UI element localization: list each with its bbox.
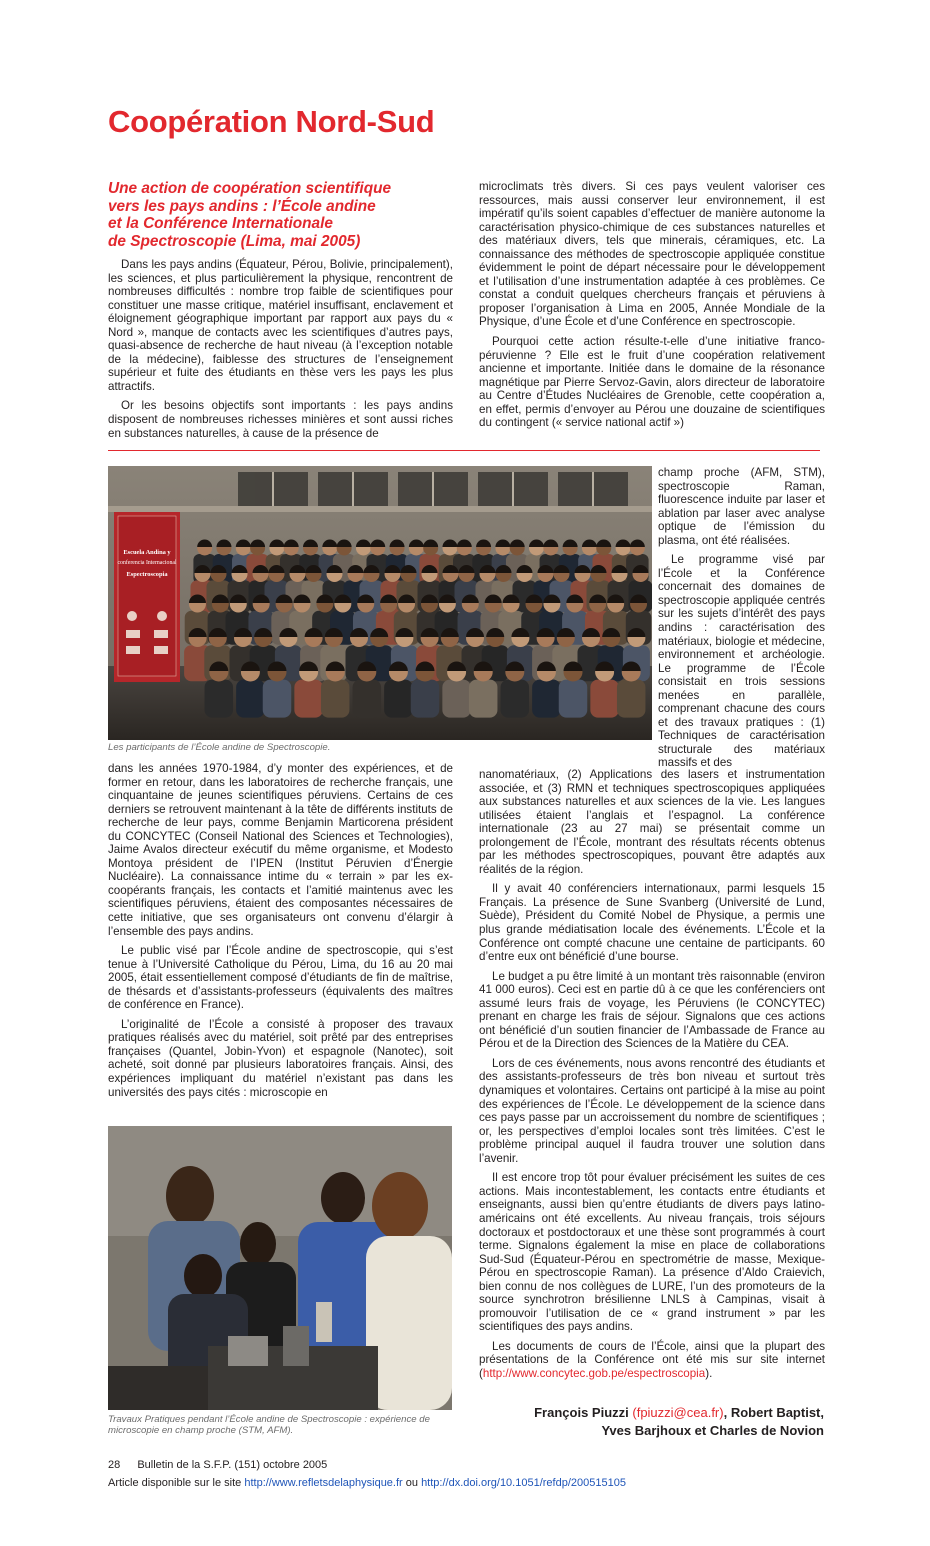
author-line: Yves Barjhoux et Charles de Novion <box>601 1423 824 1438</box>
subtitle-line: Une action de coopération scientifique <box>108 180 392 197</box>
page-number: 28 <box>108 1459 121 1471</box>
website-link[interactable]: http://www.concytec.gob.pe/espectroscopia <box>482 1366 706 1380</box>
column-intro <box>108 258 453 446</box>
doi-link[interactable]: http://dx.doi.org/10.1051/refdp/200515105 <box>421 1477 626 1489</box>
paragraph: Dans les pays andins (Équateur, Pérou, Bolivie, principalement), les sciences, et plus particulièrement la physique, rencontrent de nombreuses difficultés : nombre trop faible de scientifiques pour constituer une masse critique, matériel insuffisant, enclavement et éloignement géographique important par rapport aux pays du « Nord », manque de contacts avec les scientifiques d’autres pays, quasi-absence de recherche de haut niveau (à l’exception notable de la médecine), faiblesse des structures de l’enseignement supérieur et fuite des étudiants en thèse vers les pays les plus attractifs. <box>108 258 453 393</box>
author-name: François Piuzzi <box>534 1405 629 1420</box>
authors <box>534 1404 824 1440</box>
author-line <box>534 1404 824 1422</box>
lab-photo <box>108 1126 452 1410</box>
article-title: Coopération Nord-Sud <box>108 104 435 139</box>
author-email[interactable]: (fpiuzzi@cea.fr) <box>632 1405 724 1420</box>
paragraph <box>479 1340 825 1381</box>
paragraph: nanomatériaux, (2) Applications des lasers et instrumentation associée, et (3) RMN et techniques spectroscopiques appliquées aux substances naturelles et aux sciences de la vie. Les langues utilisées étaient l’anglais et l’espagnol. La conférence internationale (23 au 27 mai) se présentait comme un prolongement de l’École, montrant des résultats récents obtenus par les méthodes spectroscopiques, pouvant être adaptés aux réalités de la région. <box>479 768 825 876</box>
column-top-right <box>479 180 825 436</box>
paragraph: Pourquoi cette action résulte-t-elle d’une initiative franco-péruvienne ? Elle est le fruit d’une coopération relativement ancienne et importante. Initiée dans le domaine de la résonance magnétique par Pierre Servoz-Gavin, alors directeur de laboratoire au Centre d’Études Nucléaires de Grenoble, cette coopération a, en effet, permis d’envoyer au Pérou une douzaine de scientifiques du contingent (« service national actif ») <box>479 335 825 430</box>
section-divider <box>108 450 820 451</box>
paragraph: microclimats très divers. Si ces pays veulent valoriser ces ressources, mais aussi conserver leur environnement, il est impératif qu’ils soient capables d’effectuer de manière autonome la caractérisation physico-chimique de ces substances naturelles et des matériaux divers, tels que minerais, céramiques, etc. La connaissance des méthodes de spectroscopie appliquée constitue évidemment le point de départ nécessaire pour le développement et l’utilisation d’une instrumentation adaptée à ces problèmes. Ce constat a conduit quelques chercheurs français et péruviens à proposer l’organisation à Lima en 2005, Année Mondiale de la Physique, d’une École et d’une Conférence en spectroscopie. <box>479 180 825 329</box>
paragraph: Il y avait 40 conférenciers internationaux, parmi lesquels 15 Français. La présence de Sune Svanberg (Université de Lund, Suède), Président du Comité Nobel de Physique, a permis une plus grande médiatisation locale des événements. L’École et la Conférence ont compté chacune une centaine de participants. 60 d’entre eux ont bénéficié d’une bourse. <box>479 882 825 964</box>
journal-name: Bulletin de la S.F.P. (151) octobre 2005 <box>137 1459 328 1471</box>
group-photo <box>108 466 652 740</box>
paragraph: Lors de ces événements, nous avons rencontré des étudiants et des assistants-professeurs de très bon niveau et surtout très dynamiques et volontaires. Certains ont participé à la mise au point des expériences de l’École. Le développement de la science dans ces pays passe par un accroissement du nombre de scientifiques ; or, les perspectives d’emploi locales sont très limitées. C’est le problème principal auquel il faudra trouver une solution dans l’avenir. <box>479 1056 825 1165</box>
paragraph: Le programme visé par l’École et la Conférence concernait des domaines de spectroscopie appliquée centrés sur les sujets d’intérêt des pays andins : caractérisation des matériaux, biologie et médecine, environnement et archéologie. Le programme de l’École consistait en trois sessions menées en parallèle, comprenant chacune des cours et des travaux pratiques : (1) Techniques de caractérisation structurale des matériaux massifs et des <box>658 553 825 770</box>
photo-caption: Les participants de l’École andine de Spectroscopie. <box>108 742 331 753</box>
column-right-narrow <box>658 466 825 776</box>
paragraph: Il est encore trop tôt pour évaluer précisément les suites de ces actions. Mais incontestablement, les contacts entre étudiants et enseignants, aussi bien qu’entre étudiants de divers pays latino-américains ont été excellents. Au niveau français, trois séjours doctoraux et postdoctoraux et une thèse sont programmés à court terme. Signalons également la mise en place de collaborations Sud-Sud (Équateur-Pérou en spectrométrie de masse, Mexique-Pérou en spectroscopie Raman). La présence d’Aldo Craievich, bien connu de nos collègues de LURE, l’un des promoteurs de la source synchrotron brésilienne LNLS à Campinas, visait à promouvoir l’utilisation de ce « grand instrument » par les scientifiques des pays andins. <box>479 1171 825 1334</box>
paragraph: dans les années 1970-1984, d’y monter des expériences, et de former en retour, dans les laboratoires de recherche français, une cinquantaine de jeunes scientifiques péruviens. Certains de ces derniers se retrouvent maintenant à la tête de différents instituts de recherche de leur pays, comme Benjamin Marticorena président du CONCYTEC (Conseil National des Sciences et Technologies), Jaime Avalos directeur exécutif du même organisme, et Modesto Montoya président de l’IPEN (Institut Péruvien d’Énergie Nucléaire). La connaissance intime du « terrain » par les ex-coopérants français, les contacts et l’amitié maintenus avec les scientifiques péruviens, étaient des composantes nécessaires de cette initiative, que ses organisateurs ont convenu d’élargir à l’ensemble des pays andins. <box>108 762 453 938</box>
paragraph-end: ). <box>705 1366 713 1380</box>
paragraph: Le budget a pu être limité à un montant très raisonnable (environ 41 000 euros). Ceci est en partie dû à ce que les conférenciers ont assumé leurs frais de voyage, les Péruviens (le CONCYTEC) prenant en charge les frais de séjour. Signalons que ces actions ont bénéficié d’un soutien financier de l’Ambassade de France au Pérou et de la Direction des Sciences de la Matière du CEA. <box>479 969 825 1051</box>
paragraph: Le public visé par l’École andine de spectroscopie, qui s’est tenue à l’Université Catholique du Pérou, Lima, du 16 au 20 mai 2005, était essentiellement composé d’étudiants de fin de maîtrise, de thésards et d’assistants-professeurs (équivalents des maîtres de conférence en France). <box>108 944 453 1012</box>
subtitle-line: vers les pays andins : l’École andine <box>108 197 376 215</box>
column-bottom-right <box>479 768 825 1387</box>
site-link[interactable]: http://www.refletsdelaphysique.fr <box>244 1477 403 1489</box>
subtitle-line: et la Conférence Internationale <box>108 215 333 233</box>
subtitle-line: de Spectroscopie (Lima, mai 2005) <box>108 232 361 250</box>
availability-or: ou <box>402 1477 422 1489</box>
author-name: , Robert Baptist, <box>723 1405 824 1420</box>
banner-text: Espectroscopia <box>126 571 168 578</box>
column-middle-left <box>108 762 453 1105</box>
paragraph: Or les besoins objectifs sont importants : les pays andins disposent de nombreuses richesses minières et sont aussi riches en substances naturelles, à cause de la présence de <box>108 399 453 440</box>
banner-text: Escuela Andina y <box>123 549 171 556</box>
photo-caption: Travaux Pratiques pendant l’École andine de Spectroscopie : expérience de microscopie en champ proche (STM, AFM). <box>108 1414 430 1436</box>
paragraph-text: Les documents de cours de l’École, ainsi que la plupart des présentations de la Conférence ont été mis sur site internet ( <box>479 1339 825 1380</box>
availability-text: Article disponible sur le site <box>108 1477 245 1489</box>
availability-note <box>108 1477 626 1489</box>
paragraph: champ proche (AFM, STM), spectroscopie Raman, fluorescence induite par laser et ablation par laser avec analyse optique de l’émission du plasma, ont été réalisées. <box>658 466 825 547</box>
banner-text: conferencia Internacional <box>117 560 177 566</box>
article-subtitle <box>108 180 453 250</box>
page-footer <box>108 1459 327 1471</box>
paragraph: L’originalité de l’École a consisté à proposer des travaux pratiques réalisés avec du matériel, soit prêté par des entreprises françaises (Quantel, Jobin-Yvon) et espagnole (Nanotec), soit acheté, soit donné par plusieurs laboratoires français. Ainsi, des expériences impliquant du matériel n’existant pas dans les universités des pays cités : microscopie en <box>108 1017 453 1099</box>
